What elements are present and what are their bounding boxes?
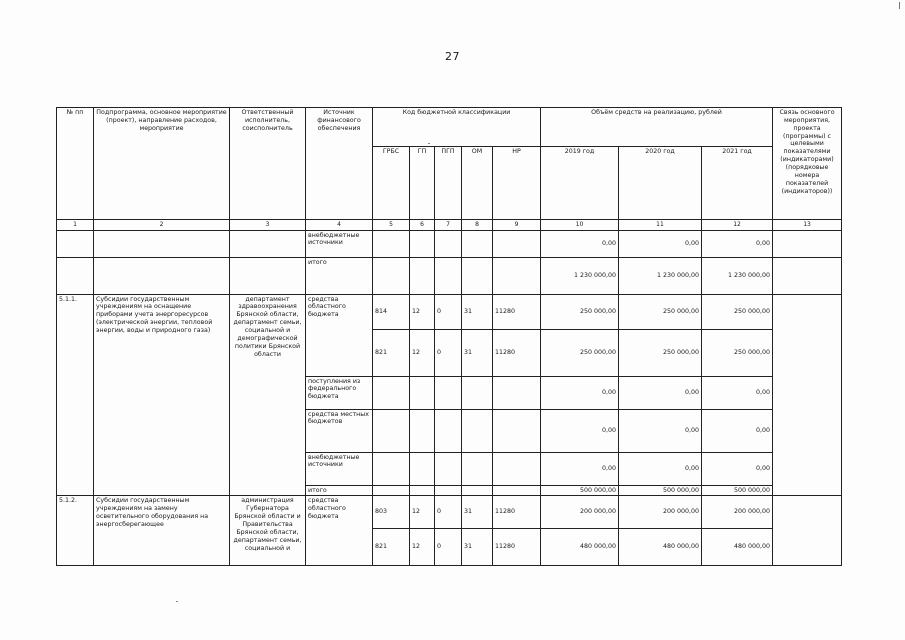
budget-table	[56, 107, 842, 566]
source-label: средства областного бюджета	[306, 294, 373, 376]
code-grbs: 814	[373, 294, 410, 329]
col-number: 7	[435, 220, 462, 231]
code-om: 31	[462, 294, 493, 329]
header-source: Источник финансового обеспечения	[306, 108, 373, 220]
amount-cell: 0,00	[619, 376, 702, 409]
code-grbs: 821	[373, 329, 410, 376]
total-amount: 500 000,00	[541, 485, 619, 496]
amount-cell: 250 000,00	[541, 329, 619, 376]
col-number: 6	[410, 220, 435, 231]
col-number: 8	[462, 220, 493, 231]
total-amount: 500 000,00	[702, 485, 773, 496]
header-gp: ГП	[410, 147, 435, 220]
amount-cell: 0,00	[702, 452, 773, 485]
amount-cell: 200 000,00	[619, 496, 702, 529]
amount-cell: 0,00	[702, 230, 773, 257]
header-num: № пп	[57, 108, 94, 220]
column-number-row	[57, 220, 842, 231]
amount-cell: 0,00	[541, 230, 619, 257]
header-grbs: ГРБС	[373, 147, 410, 220]
amount-cell: 250 000,00	[619, 329, 702, 376]
amount-cell: 200 000,00	[702, 496, 773, 529]
code-om: 31	[462, 496, 493, 529]
header-subprogram: Подпрограмма, основное мероприятие (проект), направление расходов, мероприятие	[94, 108, 230, 220]
header-pgp: ПГП	[435, 147, 462, 220]
table-row	[57, 257, 842, 294]
table-row	[57, 294, 842, 329]
amount-cell: 0,00	[619, 409, 702, 452]
total-amount: 1 230 000,00	[702, 257, 773, 294]
total-amount: 1 230 000,00	[541, 257, 619, 294]
scan-edge-mark	[899, 2, 900, 9]
item-number: 5.1.1.	[57, 294, 94, 496]
item-executor: администрация Губернатора Брянской области и Правительства Брянской области, департамент семьи, социальной и	[230, 496, 306, 566]
amount-cell: 250 000,00	[619, 294, 702, 329]
col-number: 11	[619, 220, 702, 231]
total-label: итого	[306, 485, 373, 496]
item-executor: департамент здравоохранения Брянской области, департамент семьи, социальной и демографической политики Брянской области	[230, 294, 306, 496]
total-amount: 500 000,00	[619, 485, 702, 496]
code-grbs: 821	[373, 529, 410, 566]
col-number: 3	[230, 220, 306, 231]
item-name: Субсидии государственным учреждениям на оснащение приборами учета энергоресурсов (электрической энергии, тепловой энергии, воды и природного газа)	[94, 294, 230, 496]
code-pgp: 0	[435, 294, 462, 329]
header-2019: 2019 год	[541, 147, 619, 220]
table-row	[57, 496, 842, 529]
source-label: внебюджетные источники	[306, 230, 373, 257]
col-number: 2	[94, 220, 230, 231]
source-label: средства областного бюджета	[306, 496, 373, 566]
amount-cell: 480 000,00	[541, 529, 619, 566]
code-gp: 12	[410, 496, 435, 529]
code-gp: 12	[410, 529, 435, 566]
amount-cell: 0,00	[619, 452, 702, 485]
col-number: 12	[702, 220, 773, 231]
amount-cell: 0,00	[541, 376, 619, 409]
header-volume: Объём средств на реализацию, рублей	[541, 108, 773, 147]
header-budget-code: Код бюджетной классификации	[373, 108, 541, 147]
amount-cell: 480 000,00	[619, 529, 702, 566]
col-number: 13	[773, 220, 842, 231]
amount-cell: 0,00	[702, 376, 773, 409]
item-number: 5.1.2.	[57, 496, 94, 566]
code-nr: 11280	[493, 294, 541, 329]
code-om: 31	[462, 529, 493, 566]
header-row	[57, 108, 842, 147]
col-number: 9	[493, 220, 541, 231]
table-row	[57, 230, 842, 257]
code-om: 31	[462, 329, 493, 376]
amount-cell: 250 000,00	[702, 294, 773, 329]
scan-speck	[176, 601, 178, 602]
source-label: поступления из федерального бюджета	[306, 376, 373, 409]
header-2020: 2020 год	[619, 147, 702, 220]
code-grbs: 803	[373, 496, 410, 529]
col-number: 10	[541, 220, 619, 231]
code-pgp: 0	[435, 329, 462, 376]
amount-cell: 200 000,00	[541, 496, 619, 529]
amount-cell: 0,00	[702, 409, 773, 452]
code-gp: 12	[410, 329, 435, 376]
amount-cell: 250 000,00	[541, 294, 619, 329]
source-label: средства местных бюджетов	[306, 409, 373, 452]
col-number: 4	[306, 220, 373, 231]
total-amount: 1 230 000,00	[619, 257, 702, 294]
header-executor: Ответственный исполнитель, соисполнитель	[230, 108, 306, 220]
amount-cell: 250 000,00	[702, 329, 773, 376]
source-label: внебюджетные источники	[306, 452, 373, 485]
amount-cell: 0,00	[541, 452, 619, 485]
col-number: 5	[373, 220, 410, 231]
header-2021: 2021 год	[702, 147, 773, 220]
code-pgp: 0	[435, 529, 462, 566]
code-gp: 12	[410, 294, 435, 329]
header-om: ОМ	[462, 147, 493, 220]
header-nr: НР	[493, 147, 541, 220]
page-number: 27	[445, 50, 460, 63]
header-link: Связь основного мероприятия, проекта (программы) с целевыми показателями (индикаторами) (порядковые номера показателей (индикаторов))	[773, 108, 842, 220]
item-name: Субсидии государственным учреждениям на замену осветительного оборудования на энергосберегающее	[94, 496, 230, 566]
total-label: итого	[306, 257, 373, 294]
code-nr: 11280	[493, 529, 541, 566]
col-number: 1	[57, 220, 94, 231]
amount-cell: 0,00	[541, 409, 619, 452]
amount-cell: 480 000,00	[702, 529, 773, 566]
amount-cell: 0,00	[619, 230, 702, 257]
code-pgp: 0	[435, 496, 462, 529]
code-nr: 11280	[493, 329, 541, 376]
code-nr: 11280	[493, 496, 541, 529]
